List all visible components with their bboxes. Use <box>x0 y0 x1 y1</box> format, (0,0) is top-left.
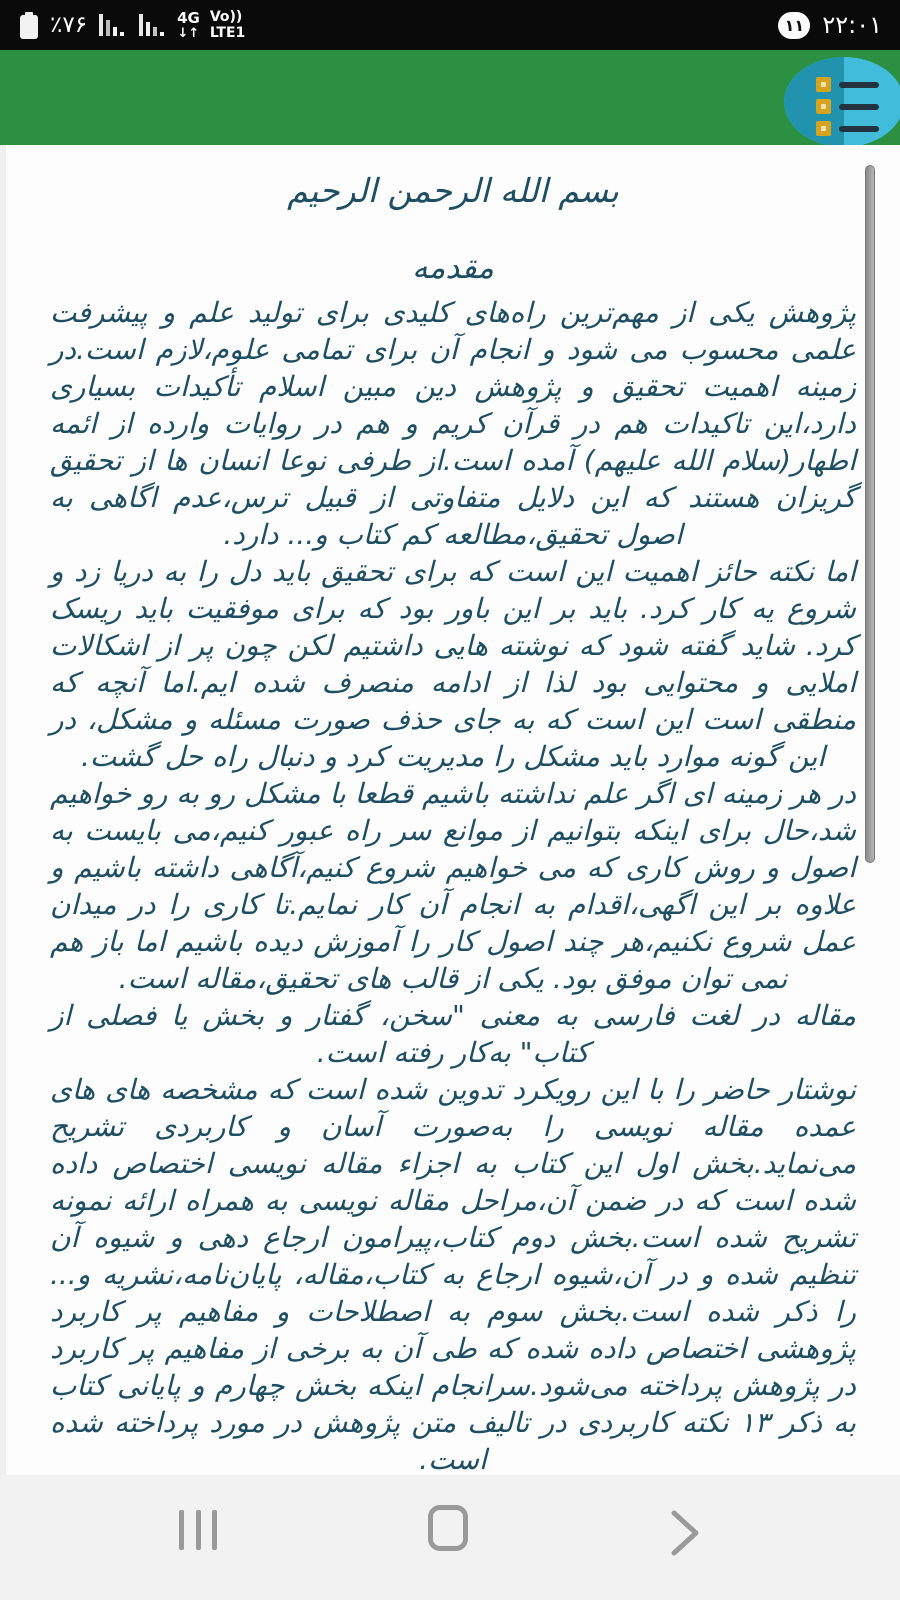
page-title: مقدمه <box>412 250 494 286</box>
bismillah-heading: بسم الله الرحمن الرحیم <box>287 171 619 210</box>
status-left-cluster <box>18 10 245 40</box>
list-menu-icon <box>782 57 900 147</box>
app-header <box>0 50 900 145</box>
back-chevron-icon <box>674 1513 696 1553</box>
paragraph: نوشتار حاضر را با این رویکرد تدوین شده است که مشخصه های های عمده مقاله نویسی را به‌صورت آسان و کاربردی تشریح می‌نماید.بخش اول این کتاب به اجزاء مقاله نویسی اختصاص داده شده است که در ضمن آن،مراحل مقاله نویسی به همراه ارائه نمونه تشریح شده است.بخش دوم کتاب،پیرامون ارجاع دهی و شیوه آن تنظیم شده و در آن،شیوه ارجاع به کتاب،مقاله، پایان‌نامه،نشریه و... را ذکر شده است.بخش سوم به اصطلاحات و مفاهیم پر کاربرد پژوهشی اختصاص داده شده که طی آن به برخی از مفاهیم پر کاربرد در پژوهش پرداخته می‌شود.سرانجام اینکه بخش چهارم و پایانی کتاب به ذکر ۱۳ نکته کاربردی در تالیف متن پژوهش در مورد پرداخته شده است. <box>50 1073 856 1475</box>
recents-icon <box>179 1510 184 1550</box>
signal-strength-icon-sim2 <box>137 10 167 40</box>
document-body <box>50 294 856 1475</box>
scrollbar[interactable] <box>865 165 875 863</box>
home-button[interactable] <box>428 1505 468 1551</box>
clock: ۲۲:۰۱ <box>822 11 882 39</box>
data-arrows-icon: ↓↑ <box>177 25 200 41</box>
paragraph: اما نکته حائز اهمیت این است که برای تحقیق باید دل را به دریا زد و شروع یه کار کرد. باید بر این باور بود که برای موفقیت باید ریسک کرد. شاید گفته شود که نوشته هایی داشتیم لکن چون پر از اشکالات املایی و محتوایی بود لذا از ادامه منصرف شده ایم.اما آنچه که منطقی است این است که به جای حذف صورت مسئله و مشکل، در این گونه موارد باید مشکل را مدیریت کرد و دنبال راه حل گشت. <box>50 555 856 773</box>
notification-count-badge: ۱۱ <box>778 12 810 39</box>
paragraph: پژوهش یکی از مهم‌ترین راه‌های کلیدی برای تولید علم و پیشرفت علمی محسوب می شود و انجام آن برای تمامی علوم،لازم است.در زمینه اهمیت تحقیق و پژوهش دین مبین اسلام تأکیدات بسیاری دارد،این تاکیدات هم در قرآن کریم و هم در روایات وارده از ائمه اطهار(سلام الله علیهم) آمده است.از طرفی نوعا انسان ها از تحقیق گریزان هستند که این دلایل متفاوتی از قبیل ترس،عدم اگاهی به اصول تحقیق،مطالعه کم کتاب و... دارد. <box>50 296 856 551</box>
menu-button[interactable] <box>782 57 900 147</box>
status-right-cluster <box>778 11 882 39</box>
back-button[interactable] <box>668 1507 702 1559</box>
network-type-indicator: 4G ↓↑ <box>177 8 200 41</box>
volte-indicator: Vo)) LTE1 <box>209 9 246 41</box>
status-bar <box>0 0 900 50</box>
recents-icon <box>196 1510 201 1550</box>
paragraph: در هر زمینه ای اگر علم نداشته باشیم قطعا با مشکل رو به رو خواهیم شد،حال برای اینکه بتوانیم از موانع سر راه عبور کنیم،می بایست به اصول و روش کاری که می خواهیم شروع کنیم،آگاهی داشته باشیم و علاوه بر این اگهی،اقدام به انجام آن کار نمایم.تا کاری را در میدان عمل شروع نکنیم،هر چند اصول کار را آموزش دیده باشیم اما باز هم نمی توان موفق بود. یکی از قالب های تحقیق،مقاله است. <box>50 777 856 995</box>
paragraph: مقاله در لغت فارسی به معنی "سخن، گفتار و بخش یا فصلی از کتاب" به‌کار رفته است. <box>50 999 856 1069</box>
battery-percent: ٪۷۶ <box>50 12 88 38</box>
recents-icon <box>212 1510 217 1550</box>
navigation-bar <box>0 1475 900 1600</box>
document-page[interactable] <box>0 145 900 1475</box>
battery-icon <box>18 11 40 39</box>
signal-strength-icon-sim1 <box>97 10 127 40</box>
recents-button[interactable] <box>179 1510 217 1550</box>
